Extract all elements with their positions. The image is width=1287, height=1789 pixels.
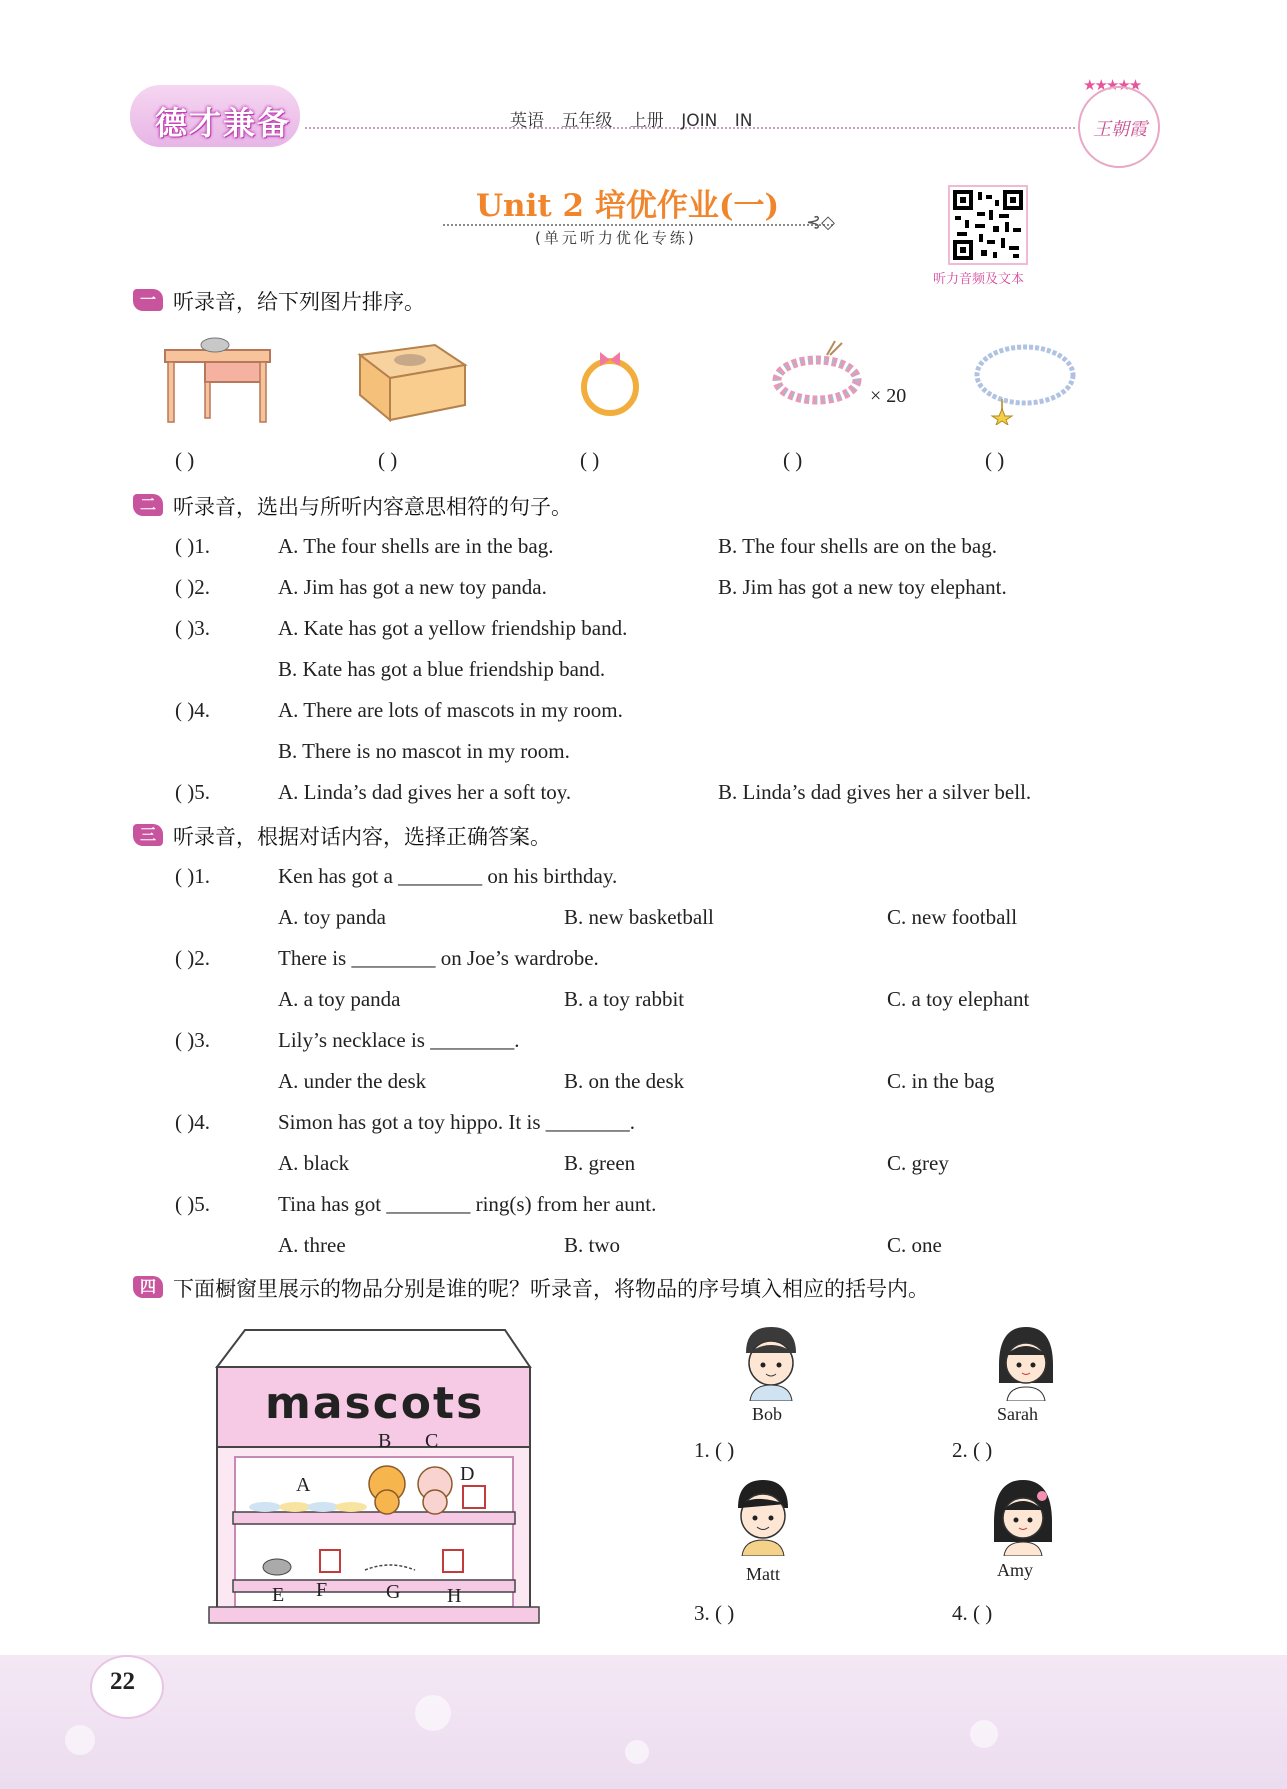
- box-icon: [355, 340, 470, 425]
- q2-4-option-b: B. There is no mascot in my room.: [278, 739, 570, 763]
- section-badge-2: 二: [133, 494, 163, 516]
- label-b: B: [378, 1430, 392, 1452]
- qr-label: 听力音频及文本: [933, 272, 1025, 287]
- title-divider: [443, 224, 833, 226]
- bubble-decoration: [415, 1695, 451, 1731]
- label-h: H: [447, 1585, 462, 1607]
- kid-name-sarah: Sarah: [997, 1404, 1038, 1424]
- label-e: E: [272, 1584, 285, 1606]
- q2-2-number[interactable]: ( )2.: [175, 575, 210, 599]
- section-title-3: 听录音，根据对话内容，选择正确答案。: [173, 825, 551, 849]
- bubble-decoration: [65, 1725, 95, 1755]
- q2-2-option-b: B. Jim has got a new toy elephant.: [718, 575, 1007, 599]
- q2-5-option-b: B. Linda’s dad gives her a silver bell.: [718, 780, 1032, 804]
- label-f: F: [316, 1579, 328, 1601]
- label-d: D: [460, 1463, 475, 1485]
- seal-text: 王朝霞: [1093, 119, 1147, 140]
- q2-4-number[interactable]: ( )4.: [175, 698, 210, 722]
- footer-band: [0, 1655, 1287, 1789]
- page-title: Unit 2 培优作业(一): [476, 188, 780, 224]
- matt-avatar: [730, 1478, 796, 1556]
- page-number: 22: [110, 1668, 135, 1695]
- q3-4-option-a: A. black: [278, 1151, 350, 1175]
- necklace-icon: [970, 335, 1080, 425]
- q3-5-option-c: C. one: [887, 1233, 942, 1257]
- q3-5-option-b: B. two: [564, 1233, 621, 1257]
- q3-4-option-c: C. grey: [887, 1151, 949, 1175]
- q3-1-number[interactable]: ( )1.: [175, 864, 210, 888]
- q2-1-option-a: A. The four shells are in the bag.: [278, 534, 554, 558]
- q3-3-option-b: B. on the desk: [564, 1069, 685, 1093]
- answer-4[interactable]: 4. ( ): [952, 1601, 993, 1625]
- ring-with-bow-icon: [575, 345, 645, 420]
- q3-5-number[interactable]: ( )5.: [175, 1192, 210, 1216]
- brand-logo-text: 德才兼备: [155, 104, 292, 142]
- kid-name-matt: Matt: [746, 1564, 780, 1584]
- q2-5-number[interactable]: ( )5.: [175, 780, 210, 804]
- amy-avatar: [988, 1478, 1058, 1556]
- qr-code-icon: [953, 190, 1023, 260]
- mascot-shop-window: [205, 1322, 540, 1627]
- q3-1-option-b: B. new basketball: [564, 905, 714, 929]
- friendship-band-icon: [772, 335, 872, 415]
- q2-3-number[interactable]: ( )3.: [175, 616, 210, 640]
- section-badge-1: 一: [133, 289, 163, 311]
- stars-icon: ★★★★★: [1083, 76, 1141, 94]
- bubble-decoration: [970, 1720, 998, 1748]
- section-badge-4: 四: [133, 1276, 163, 1298]
- q3-4-option-b: B. green: [564, 1151, 636, 1175]
- answer-2[interactable]: 2. ( ): [952, 1438, 993, 1462]
- answer-1[interactable]: 1. ( ): [694, 1438, 735, 1462]
- section-title-1: 听录音，给下列图片排序。: [173, 290, 425, 314]
- q3-4-number[interactable]: ( )4.: [175, 1110, 210, 1134]
- shop-sign: mascots: [265, 1378, 485, 1429]
- q3-1-stem: Ken has got a ________ on his birthday.: [278, 864, 618, 888]
- desk-with-cat-icon: [160, 335, 275, 427]
- kid-name-bob: Bob: [752, 1404, 783, 1424]
- order-paren-1[interactable]: ( ): [175, 448, 195, 472]
- label-g: G: [386, 1581, 401, 1603]
- q3-3-number[interactable]: ( )3.: [175, 1028, 210, 1052]
- q2-3-option-b: B. Kate has got a blue friendship band.: [278, 657, 606, 681]
- fish-icon: ⊰◇: [806, 212, 835, 233]
- kid-name-amy: Amy: [997, 1560, 1033, 1580]
- q3-2-number[interactable]: ( )2.: [175, 946, 210, 970]
- order-paren-2[interactable]: ( ): [378, 448, 398, 472]
- q3-3-stem: Lily’s necklace is ________.: [278, 1028, 520, 1052]
- section-title-2: 听录音，选出与所听内容意思相符的句子。: [173, 495, 572, 519]
- q3-4-stem: Simon has got a toy hippo. It is ________.: [278, 1110, 635, 1134]
- q3-2-option-a: A. a toy panda: [278, 987, 401, 1011]
- order-paren-3[interactable]: ( ): [580, 448, 600, 472]
- section-badge-3: 三: [133, 824, 163, 846]
- bubble-decoration: [625, 1740, 649, 1764]
- q3-1-option-c: C. new football: [887, 905, 1018, 929]
- qr-code[interactable]: [948, 185, 1028, 265]
- q3-5-stem: Tina has got ________ ring(s) from her aunt.: [278, 1192, 657, 1216]
- times-20-label: × 20: [870, 385, 907, 407]
- q3-3-option-c: C. in the bag: [887, 1069, 995, 1093]
- q3-5-option-a: A. three: [278, 1233, 346, 1257]
- page-subtitle: (单元听力优化专练): [535, 229, 697, 247]
- answer-3[interactable]: 3. ( ): [694, 1601, 735, 1625]
- q3-2-option-b: B. a toy rabbit: [564, 987, 685, 1011]
- q2-1-number[interactable]: ( )1.: [175, 534, 210, 558]
- q2-4-option-a: A. There are lots of mascots in my room.: [278, 698, 623, 722]
- bob-avatar: [738, 1325, 804, 1401]
- q3-1-option-a: A. toy panda: [278, 905, 386, 929]
- section-title-4: 下面橱窗里展示的物品分别是谁的呢？听录音，将物品的序号填入相应的括号内。: [173, 1277, 929, 1301]
- label-a: A: [296, 1474, 311, 1496]
- order-paren-4[interactable]: ( ): [783, 448, 803, 472]
- q2-1-option-b: B. The four shells are on the bag.: [718, 534, 997, 558]
- q3-2-option-c: C. a toy elephant: [887, 987, 1030, 1011]
- q2-5-option-a: A. Linda’s dad gives her a soft toy.: [278, 780, 572, 804]
- q2-3-option-a: A. Kate has got a yellow friendship band.: [278, 616, 628, 640]
- q2-2-option-a: A. Jim has got a new toy panda.: [278, 575, 547, 599]
- header-info: 英语 五年级 上册 JOIN IN: [510, 111, 753, 131]
- q3-2-stem: There is ________ on Joe’s wardrobe.: [278, 946, 599, 970]
- q3-3-option-a: A. under the desk: [278, 1069, 427, 1093]
- label-c: C: [425, 1430, 439, 1452]
- sarah-avatar: [993, 1325, 1059, 1401]
- order-paren-5[interactable]: ( ): [985, 448, 1005, 472]
